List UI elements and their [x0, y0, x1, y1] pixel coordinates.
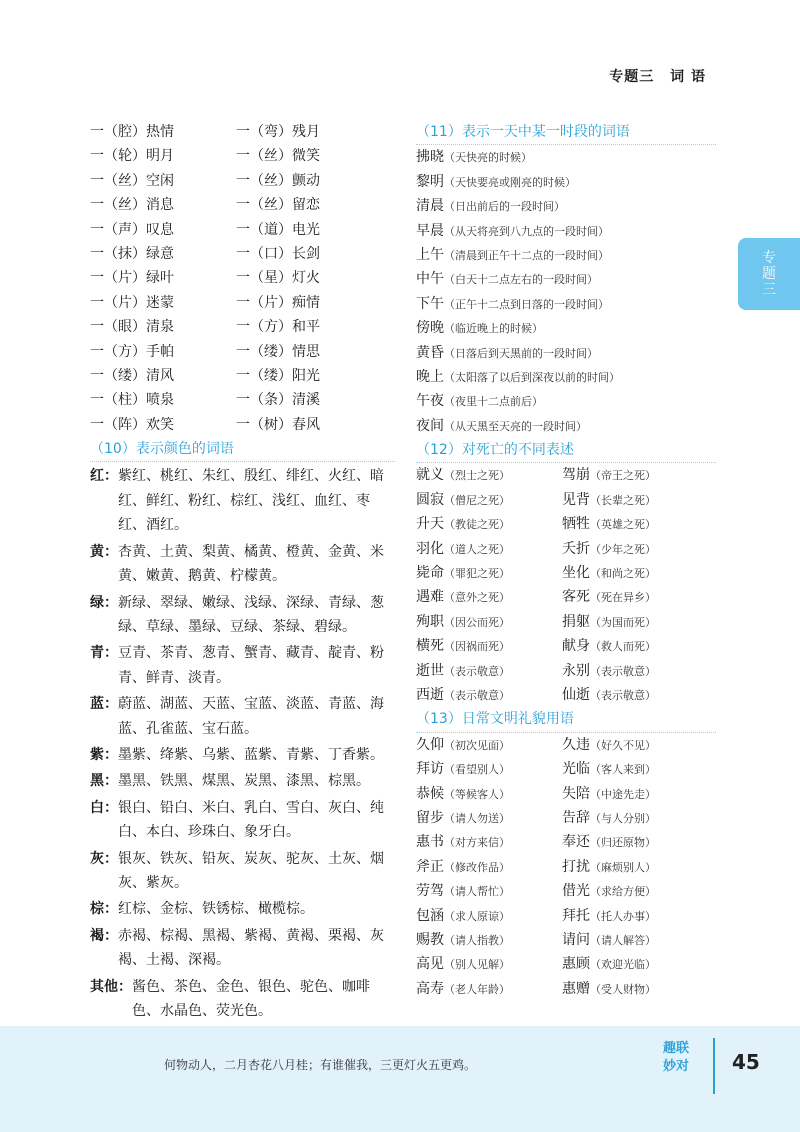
color-key: 蓝： — [90, 696, 118, 713]
term-cell — [416, 928, 562, 952]
term-note: （初次见面） — [444, 738, 510, 752]
term-note: （意外之死） — [444, 591, 510, 605]
measure-word-item: 一（缕）阳光 — [236, 367, 320, 384]
term-word: 告辞 — [562, 809, 590, 826]
term-cell — [562, 463, 656, 487]
term-note: （救人而死） — [590, 640, 656, 654]
color-entry — [90, 540, 395, 589]
color-key: 灰： — [90, 850, 118, 867]
color-entry — [90, 692, 395, 741]
term-cell — [562, 757, 656, 781]
term-word: 清晨 — [416, 198, 444, 215]
header-topic: 专题三 — [609, 69, 655, 85]
term-note: （表示敬意） — [590, 688, 656, 702]
term-note: （天快要亮或刚亮的时候） — [444, 175, 576, 189]
term-note: （别人见解） — [444, 958, 510, 972]
death-word-row — [416, 610, 716, 634]
term-word: 拂晓 — [416, 149, 444, 166]
term-note: （请人解答） — [590, 933, 656, 947]
footer-quote: 何物动人，二月杏花八月桂；有谁催我，三更灯火五更鸡。 — [163, 1058, 476, 1072]
color-values: 红棕、金棕、铁锈棕、橄榄棕。 — [118, 901, 314, 918]
measure-word-row — [90, 413, 395, 437]
term-note: （夜里十二点前后） — [444, 395, 543, 409]
time-word-row — [416, 316, 716, 340]
color-values: 银灰、铁灰、铅灰、炭灰、驼灰、土灰、烟灰、紫灰。 — [118, 850, 384, 891]
term-note: （从天将亮到八九点的一段时间） — [444, 224, 609, 238]
color-entry — [90, 641, 395, 690]
death-word-row — [416, 561, 716, 585]
polite-word-row — [416, 733, 716, 757]
measure-word-item: 一（条）清溪 — [236, 392, 320, 409]
term-word: 高见 — [416, 956, 444, 973]
term-word: 光临 — [562, 761, 590, 778]
term-cell — [416, 634, 562, 658]
time-word-row — [416, 243, 716, 267]
color-key: 褐： — [90, 927, 118, 944]
term-word: 殉职 — [416, 613, 444, 630]
measure-word-row — [90, 193, 395, 217]
color-values: 银白、铅白、米白、乳白、雪白、灰白、纯白、本白、珍珠白、象牙白。 — [118, 799, 384, 841]
term-cell — [562, 585, 656, 609]
term-note: （求给方便） — [590, 885, 656, 899]
term-word: 客死 — [562, 589, 590, 606]
measure-word-item: 一（弯）残月 — [236, 124, 320, 140]
color-key: 紫： — [90, 746, 118, 763]
color-entry — [90, 847, 395, 896]
term-cell — [416, 561, 562, 585]
time-word-row — [416, 145, 716, 169]
term-word: 下午 — [416, 295, 444, 312]
term-word: 西逝 — [416, 686, 444, 703]
term-note: （和尚之死） — [590, 567, 656, 581]
measure-word-item: 一（丝）微笑 — [236, 148, 320, 165]
term-cell — [416, 830, 562, 854]
polite-word-row — [416, 952, 716, 976]
footer-divider — [713, 1038, 715, 1094]
term-cell — [562, 977, 656, 1001]
term-note: （因公而死） — [444, 615, 510, 629]
term-note: （日出前后的一段时间） — [444, 200, 565, 214]
time-word-row — [416, 219, 716, 243]
term-cell — [562, 928, 656, 952]
term-note: （客人来到） — [590, 763, 656, 777]
term-cell — [562, 610, 656, 634]
death-word-row — [416, 463, 716, 487]
term-note: （表示敬意） — [444, 664, 510, 678]
term-cell — [562, 855, 656, 879]
term-cell — [416, 855, 562, 879]
color-word-list — [90, 464, 395, 1023]
term-note: （等候客人） — [444, 787, 510, 801]
color-entry — [90, 796, 395, 845]
color-values: 新绿、翠绿、嫩绿、浅绿、深绿、青绿、葱绿、草绿、墨绿、豆绿、茶绿、碧绿。 — [118, 594, 384, 635]
term-note: （与人分别） — [590, 811, 656, 825]
measure-word-item: 一（声）叹息 — [90, 221, 174, 238]
color-entry — [90, 769, 395, 793]
term-cell — [416, 952, 562, 976]
color-entry — [90, 464, 395, 537]
color-values: 赤褐、棕褐、黑褐、紫褐、黄褐、栗褐、灰褐、土褐、深褐。 — [118, 927, 384, 969]
term-note: （罪犯之死） — [444, 567, 510, 581]
term-note: （对方来信） — [444, 836, 510, 850]
term-note: （正午十二点到日落的一段时间） — [444, 297, 609, 311]
term-word: 夜间 — [416, 417, 444, 434]
term-note: （烈士之死） — [444, 469, 510, 483]
term-word: 惠书 — [416, 834, 444, 851]
death-word-row — [416, 488, 716, 512]
polite-word-row — [416, 904, 716, 928]
term-word: 拜托 — [562, 907, 590, 924]
term-note: （因祸而死） — [444, 640, 510, 654]
color-values: 墨紫、绛紫、乌紫、蓝紫、青紫、丁香紫。 — [118, 746, 384, 763]
measure-word-item: 一（抹）绿意 — [90, 245, 174, 262]
measure-word-item: 一（缕）清风 — [90, 367, 174, 384]
measure-word-item: 一（星）灯火 — [236, 270, 320, 287]
term-note: （为国而死） — [590, 615, 656, 629]
term-note: （欢迎光临） — [590, 958, 656, 972]
term-cell — [416, 610, 562, 634]
term-word: 劳驾 — [416, 883, 444, 900]
term-word: 打扰 — [562, 858, 590, 875]
measure-word-row — [90, 120, 395, 144]
term-cell — [416, 512, 562, 536]
measure-word-row — [90, 291, 395, 315]
term-note: （长辈之死） — [590, 493, 656, 507]
term-note: （临近晚上的时候） — [444, 322, 543, 336]
color-key: 其他： — [90, 978, 132, 995]
term-word: 恭候 — [416, 785, 444, 802]
time-word-row — [416, 341, 716, 365]
death-word-row — [416, 659, 716, 683]
term-cell — [562, 904, 656, 928]
term-note: （修改作品） — [444, 860, 510, 874]
term-note: （看望别人） — [444, 763, 510, 777]
measure-word-item: 一（树）春风 — [236, 416, 320, 433]
term-note: （麻烦别人） — [590, 860, 656, 874]
term-note: （请人帮忙） — [444, 885, 510, 899]
time-word-row — [416, 414, 716, 438]
term-word: 请问 — [562, 931, 590, 948]
term-note: （死在异乡） — [590, 591, 656, 605]
color-values: 酱色、茶色、金色、银色、驼色、咖啡色、水晶色、荧光色。 — [132, 978, 370, 1019]
color-entry — [90, 591, 395, 640]
term-cell — [416, 683, 562, 707]
term-word: 上午 — [416, 246, 444, 263]
term-word: 仙逝 — [562, 686, 590, 703]
term-cell — [416, 757, 562, 781]
term-cell — [562, 782, 656, 806]
footer-badge: 趣联妙对 — [662, 1041, 689, 1074]
color-entry — [90, 897, 395, 921]
measure-word-item: 一（片）痴情 — [236, 294, 320, 311]
term-word: 黄昏 — [416, 344, 444, 361]
measure-word-item: 一（丝）留恋 — [236, 197, 320, 214]
term-cell — [416, 806, 562, 830]
term-cell — [416, 977, 562, 1001]
polite-word-row — [416, 855, 716, 879]
page-number: 45 — [732, 1050, 760, 1074]
term-word: 坐化 — [562, 565, 590, 582]
term-word: 横死 — [416, 638, 444, 655]
header-title: 词 语 — [670, 69, 706, 85]
colors-section-title: （10）表示颜色的词语 — [90, 437, 395, 462]
term-note: （请人指教） — [444, 933, 510, 947]
polite-word-row — [416, 928, 716, 952]
time-word-row — [416, 389, 716, 413]
time-word-row — [416, 170, 716, 194]
term-word: 惠顾 — [562, 956, 590, 973]
color-entry — [90, 743, 395, 767]
measure-word-row — [90, 169, 395, 193]
term-cell — [416, 585, 562, 609]
polite-word-row — [416, 757, 716, 781]
term-cell — [562, 683, 656, 707]
death-word-row — [416, 634, 716, 658]
term-word: 晚上 — [416, 368, 444, 385]
term-word: 赐教 — [416, 931, 444, 948]
term-note: （表示敬意） — [444, 688, 510, 702]
term-cell — [562, 512, 656, 536]
term-word: 毙命 — [416, 565, 444, 582]
polite-word-row — [416, 782, 716, 806]
measure-word-item: 一（眼）清泉 — [90, 319, 174, 336]
polite-word-row — [416, 879, 716, 903]
polite-word-list — [416, 733, 716, 1001]
polite-word-row — [416, 977, 716, 1001]
term-word: 牺牲 — [562, 516, 590, 533]
term-cell — [416, 659, 562, 683]
term-note: （从天黑至天亮的一段时间） — [444, 419, 587, 433]
term-word: 久违 — [562, 736, 590, 753]
measure-word-item: 一（方）和平 — [236, 319, 320, 336]
measure-word-item: 一（片）绿叶 — [90, 270, 174, 287]
measure-word-item: 一（片）迷蒙 — [90, 294, 174, 311]
measure-word-item: 一（轮）明月 — [90, 148, 174, 165]
measure-word-item: 一（丝）颤动 — [236, 172, 320, 189]
term-cell — [562, 806, 656, 830]
color-key: 红： — [90, 468, 118, 485]
time-word-list — [416, 145, 716, 438]
measure-word-item: 一（口）长剑 — [236, 245, 320, 262]
term-word: 遇难 — [416, 589, 444, 606]
term-cell — [416, 879, 562, 903]
term-word: 午夜 — [416, 393, 444, 410]
term-note: （求人原谅） — [444, 909, 510, 923]
time-word-row — [416, 194, 716, 218]
term-note: （帝王之死） — [590, 469, 656, 483]
term-word: 久仰 — [416, 736, 444, 753]
term-word: 傍晚 — [416, 320, 444, 337]
term-word: 夭折 — [562, 540, 590, 557]
color-entry — [90, 975, 395, 1024]
term-word: 驾崩 — [562, 467, 590, 484]
term-cell — [416, 537, 562, 561]
term-word: 惠赠 — [562, 980, 590, 997]
term-cell — [562, 952, 656, 976]
measure-word-item: 一（道）电光 — [236, 221, 320, 238]
term-word: 拜访 — [416, 761, 444, 778]
measure-word-item: 一（腔）热情 — [90, 124, 174, 140]
death-word-row — [416, 537, 716, 561]
term-note: （老人年龄） — [444, 982, 510, 996]
term-word: 逝世 — [416, 662, 444, 679]
color-key: 绿： — [90, 594, 118, 611]
polite-section-title: （13）日常文明礼貌用语 — [416, 707, 716, 732]
page-header — [609, 66, 706, 86]
term-cell — [416, 733, 562, 757]
term-word: 黎明 — [416, 173, 444, 190]
term-word: 斧正 — [416, 858, 444, 875]
term-note: （白天十二点左右的一段时间） — [444, 273, 598, 287]
term-note: （请人勿送） — [444, 811, 510, 825]
term-word: 永别 — [562, 662, 590, 679]
time-word-row — [416, 365, 716, 389]
time-word-row — [416, 267, 716, 291]
color-key: 黑： — [90, 773, 118, 790]
measure-word-item: 一（丝）消息 — [90, 197, 174, 214]
term-note: （受人财物） — [590, 982, 656, 996]
term-note: （英雄之死） — [590, 518, 656, 532]
term-word: 借光 — [562, 883, 590, 900]
color-key: 青： — [90, 645, 118, 662]
term-word: 献身 — [562, 638, 590, 655]
term-cell — [562, 830, 656, 854]
measure-word-item: 一（阵）欢笑 — [90, 416, 174, 433]
measure-word-row — [90, 340, 395, 364]
term-word: 升天 — [416, 516, 444, 533]
color-values: 杏黄、土黄、梨黄、橘黄、橙黄、金黄、米黄、嫩黄、鹅黄、柠檬黄。 — [118, 543, 384, 585]
death-word-row — [416, 683, 716, 707]
measure-word-row — [90, 242, 395, 266]
term-note: （天快亮的时候） — [444, 151, 532, 165]
measure-word-row — [90, 218, 395, 242]
term-note: （好久不见） — [590, 738, 656, 752]
term-note: （少年之死） — [590, 542, 656, 556]
term-cell — [416, 904, 562, 928]
page-footer — [0, 1026, 800, 1132]
death-word-list — [416, 463, 716, 707]
measure-word-row — [90, 364, 395, 388]
term-cell — [562, 634, 656, 658]
right-column — [416, 120, 716, 1001]
time-word-row — [416, 292, 716, 316]
measure-word-row — [90, 144, 395, 168]
term-word: 包涵 — [416, 907, 444, 924]
polite-word-row — [416, 830, 716, 854]
left-column — [90, 120, 395, 1023]
term-note: （教徒之死） — [444, 518, 510, 532]
measure-word-row — [90, 315, 395, 339]
side-tab — [738, 238, 800, 310]
term-note: （清晨到正午十二点的一段时间） — [444, 248, 609, 262]
term-word: 捐躯 — [562, 613, 590, 630]
term-word: 圆寂 — [416, 491, 444, 508]
term-cell — [416, 463, 562, 487]
measure-word-item: 一（缕）情思 — [236, 343, 320, 360]
color-values: 豆青、茶青、葱青、蟹青、藏青、靛青、粉青、鲜青、淡青。 — [118, 645, 384, 686]
term-note: （托人办事） — [590, 909, 656, 923]
time-section-title: （11）表示一天中某一时段的词语 — [416, 120, 716, 145]
color-entry — [90, 924, 395, 973]
measure-word-row — [90, 266, 395, 290]
term-note: （太阳落了以后到深夜以前的时间） — [444, 370, 620, 384]
term-word: 羽化 — [416, 540, 444, 557]
death-section-title: （12）对死亡的不同表述 — [416, 438, 716, 463]
term-cell — [416, 488, 562, 512]
measure-word-item: 一（方）手帕 — [90, 343, 174, 360]
term-cell — [562, 488, 656, 512]
side-tab-label: 专题三 — [762, 250, 776, 298]
term-note: （道人之死） — [444, 542, 510, 556]
color-key: 黄： — [90, 543, 118, 560]
death-word-row — [416, 512, 716, 536]
term-cell — [562, 733, 656, 757]
measure-word-item: 一（丝）空闲 — [90, 172, 174, 189]
color-key: 白： — [90, 799, 118, 816]
color-key: 棕： — [90, 901, 118, 918]
measure-word-row — [90, 388, 395, 412]
color-values: 墨黑、铁黑、煤黑、炭黑、漆黑、棕黑。 — [118, 773, 370, 790]
term-note: （中途先走） — [590, 787, 656, 801]
term-cell — [416, 782, 562, 806]
term-note: （表示敬意） — [590, 664, 656, 678]
term-word: 就义 — [416, 467, 444, 484]
term-word: 见背 — [562, 491, 590, 508]
color-values: 蔚蓝、湖蓝、天蓝、宝蓝、淡蓝、青蓝、海蓝、孔雀蓝、宝石蓝。 — [118, 696, 384, 737]
term-cell — [562, 659, 656, 683]
death-word-row — [416, 585, 716, 609]
term-note: （归还原物） — [590, 836, 656, 850]
measure-word-list — [90, 120, 395, 437]
term-cell — [562, 561, 656, 585]
term-word: 留步 — [416, 809, 444, 826]
term-note: （僧尼之死） — [444, 493, 510, 507]
term-word: 奉还 — [562, 834, 590, 851]
measure-word-item: 一（柱）喷泉 — [90, 392, 174, 409]
term-word: 失陪 — [562, 785, 590, 802]
color-values: 紫红、桃红、朱红、殷红、绯红、火红、暗红、鲜红、粉红、棕红、浅红、血红、枣红、酒红。 — [118, 468, 384, 534]
term-word: 早晨 — [416, 222, 444, 239]
polite-word-row — [416, 806, 716, 830]
term-cell — [562, 537, 656, 561]
term-word: 高寿 — [416, 980, 444, 997]
term-note: （日落后到天黑前的一段时间） — [444, 346, 598, 360]
term-cell — [562, 879, 656, 903]
term-word: 中午 — [416, 271, 444, 288]
